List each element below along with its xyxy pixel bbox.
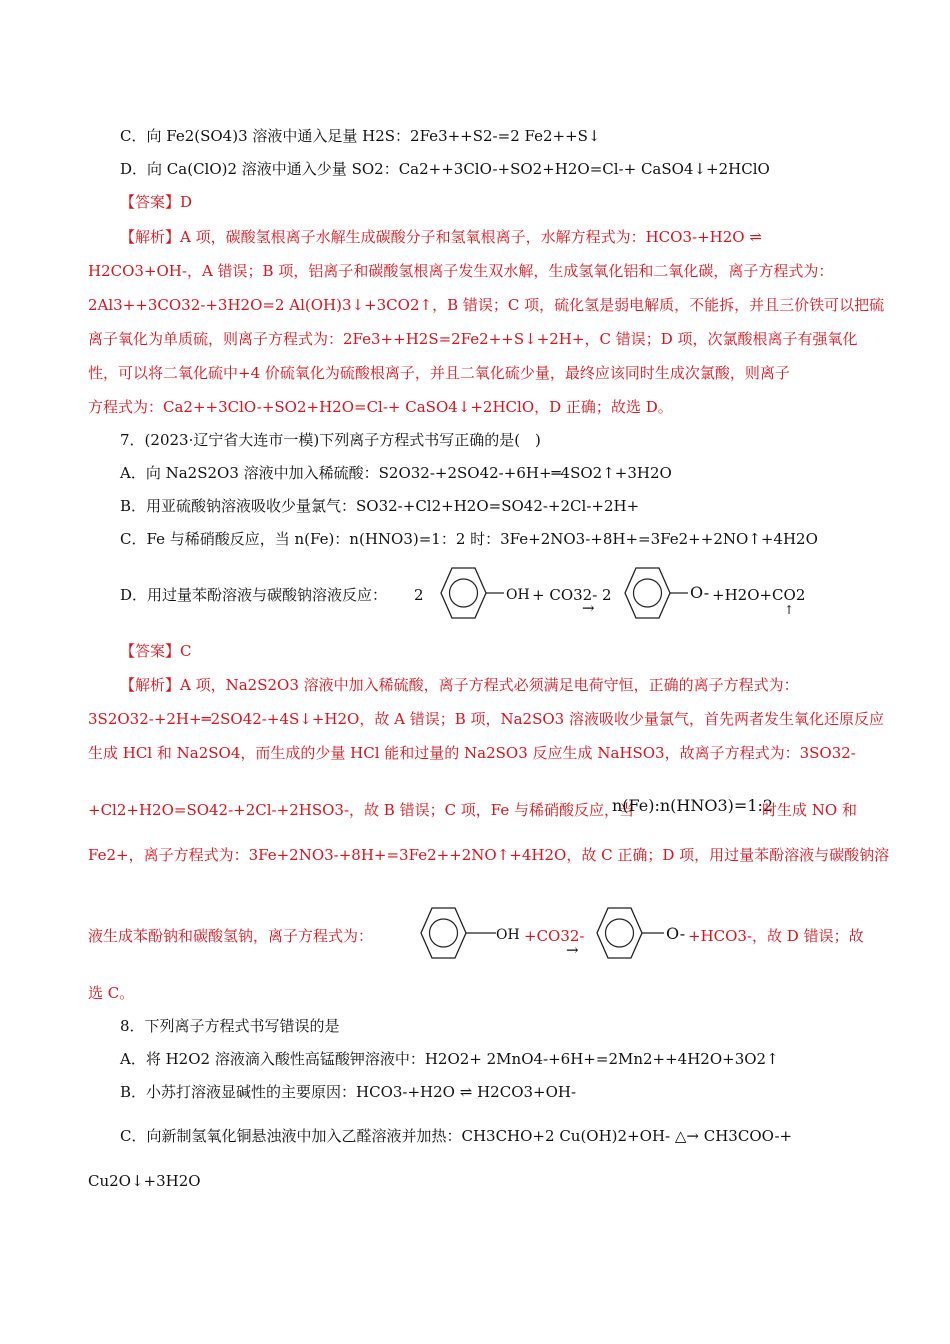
q7-analysis-line-5: Fe2+，离子方程式为：3Fe+2NO3-+8H+=3Fe2++2NO↑+4H2O，故 C 正确；D 项，用过量苯酚溶液与碳酸钠溶 xyxy=(88,846,890,864)
q8-option-c-cont: Cu2O↓+3H2O xyxy=(88,1172,201,1190)
q8-option-b: B．小苏打溶液显碱性的主要原因：HCO3-+H2O ⇌ H2CO3+OH- xyxy=(120,1083,577,1101)
benzene-ring-icon xyxy=(410,906,500,960)
q6-analysis-line-3: 2Al3++3CO32-+3H2O=2 Al(OH)3↓+3CO2↑，B 错误；C 项，硫化氢是弱电解质，不能拆，并且三价铁可以把硫 xyxy=(88,296,885,314)
q7-analysis-co3: +CO32- xyxy=(524,927,585,945)
q7-analysis-line-3: 生成 HCl 和 Na2SO4，而生成的少量 HCl 能和过量的 Na2SO3 反应生成 NaHSO3，故离子方程式为：3SO32- xyxy=(88,744,856,762)
q7-analysis-ratio: n(Fe):n(HNO3)=1:2 xyxy=(612,796,774,815)
q7-option-d-gas-arrow: ↑ xyxy=(784,603,795,617)
q7-option-a: A．向 Na2S2O3 溶液中加入稀硫酸：S2O32-+2SO42-+6H+═4SO2↑+3H2O xyxy=(120,464,672,482)
q7-option-d-arrow: → xyxy=(582,599,595,617)
q7-analysis-oh: OH xyxy=(496,927,520,943)
q7-analysis-line-7: 选 C。 xyxy=(88,984,135,1002)
q7-option-d-coef1: 2 xyxy=(414,586,424,604)
q7-analysis-line-2: 3S2O32-+2H+═2SO42-+4S↓+H2O，故 A 错误；B 项，Na2SO3 溶液吸收少量氯气，首先两者发生氧化还原反应 xyxy=(88,710,884,728)
benzene-ring-icon xyxy=(586,906,666,960)
q6-option-d: D．向 Ca(ClO)2 溶液中通入少量 SO2：Ca2++3ClO-+SO2+H2O=Cl-+ CaSO4↓+2HClO xyxy=(120,160,770,178)
q8-option-a: A．将 H2O2 溶液滴入酸性高锰酸钾溶液中：H2O2+ 2MnO4-+6H+=2Mn2++4H2O+3O2↑ xyxy=(120,1050,779,1068)
q7-option-d-co3: + CO32- xyxy=(532,586,598,604)
q7-analysis-o: O- xyxy=(666,924,686,943)
q6-option-c: C．向 Fe2(SO4)3 溶液中通入足量 H2S：2Fe3++S2-=2 Fe2++S↓ xyxy=(120,127,601,145)
benzene-ring-icon xyxy=(614,566,690,620)
q6-analysis-line-5: 性，可以将二氧化硫中+4 价硫氧化为硫酸根离子，并且二氧化硫少量，最终应该同时生成次氯酸，则离子 xyxy=(88,364,790,382)
q7-analysis-line-4b: 时生成 NO 和 xyxy=(762,801,857,819)
q6-analysis-line-6: 方程式为：Ca2++3ClO-+SO2+H2O=Cl-+ CaSO4↓+2HClO，D 正确；故选 D。 xyxy=(88,398,673,416)
q7-analysis-arrow: → xyxy=(566,941,579,959)
q6-answer: 【答案】D xyxy=(120,193,193,211)
q7-option-d-coef2: 2 xyxy=(602,586,612,604)
q7-answer: 【答案】C xyxy=(120,642,192,660)
q7-analysis-line-1: 【解析】A 项，Na2S2O3 溶液中加入稀硫酸，离子方程式必须满足电荷守恒，正确的离子方程式为： xyxy=(120,676,799,694)
q7-option-c: C．Fe 与稀硝酸反应，当 n(Fe)：n(HNO3)=1：2 时：3Fe+2NO3-+8H+=3Fe2++2NO↑+4H2O xyxy=(120,530,818,548)
q6-analysis-line-2: H2CO3+OH-，A 错误；B 项，铝离子和碳酸氢根离子发生双水解，生成氢氧化铝和二氧化碳，离子方程式为： xyxy=(88,262,834,280)
q6-analysis-line-4: 离子氧化为单质硫，则离子方程式为：2Fe3++H2S=2Fe2++S↓+2H+，C 错误；D 项，次氯酸根离子有强氧化 xyxy=(88,330,858,348)
q6-analysis-line-1: 【解析】A 项，碳酸氢根离子水解生成碳酸分子和氢氧根离子，水解方程式为：HCO3-+H2O ⇌ xyxy=(120,228,762,246)
q7-option-b: B．用亚硫酸钠溶液吸收少量氯气：SO32-+Cl2+H2O=SO42-+2Cl-+2H+ xyxy=(120,497,640,515)
q8-stem: 8．下列离子方程式书写错误的是 xyxy=(120,1017,340,1035)
q7-analysis-line-6: 液生成苯酚钠和碳酸氢钠，离子方程式为： xyxy=(88,927,374,945)
benzene-ring-icon xyxy=(430,566,506,620)
q8-option-c: C．向新制氢氧化铜悬浊液中加入乙醛溶液并加热：CH3CHO+2 Cu(OH)2+OH- △→ CH3COO-+ xyxy=(120,1127,793,1145)
q7-option-d-products: +H2O+CO2 xyxy=(712,586,806,604)
q7-analysis-line-4: +Cl2+H2O=SO42-+2Cl-+2HSO3-，故 B 错误；C 项，Fe 与稀硝酸反应，当 xyxy=(88,801,635,819)
q7-stem: 7．(2023·辽宁省大连市一模)下列离子方程式书写正确的是( ) xyxy=(120,431,541,449)
q7-option-d-oh: OH xyxy=(506,587,530,603)
q7-analysis-line-6b: +HCO3-，故 D 错误；故 xyxy=(688,927,864,945)
q7-option-d-label: D．用过量苯酚溶液与碳酸钠溶液反应： xyxy=(120,586,388,604)
q7-option-d-o: O- xyxy=(690,583,710,602)
